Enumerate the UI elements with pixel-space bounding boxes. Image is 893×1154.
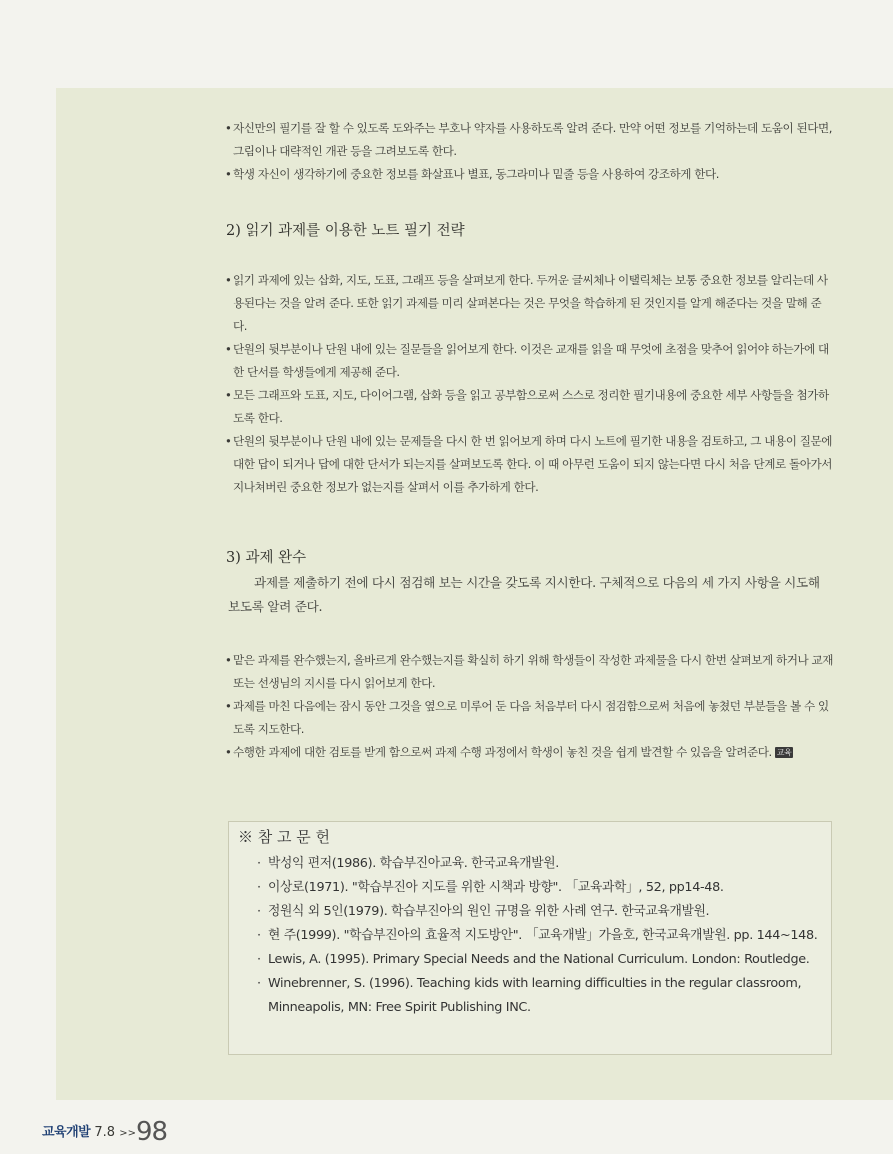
top-bullet-list (225, 117, 835, 186)
arrow-separator: >> (119, 1128, 136, 1139)
bullet-item: • 단원의 뒷부분이나 단원 내에 있는 문제들을 다시 한 번 읽어보게 하며 다시 노트에 필기한 내용을 검토하고, 그 내용이 질문에 대한 답이 되거나 답에 대한 단서가 되는지를 살펴보도록 한다. 이 때 아무런 도움이 되지 않는다면 다시 처음 단계로 돌아가서 지나쳐버린 중요한 정보가 없는지를 살펴서 이를 추가하게 한다. (225, 430, 835, 499)
reference-item: · 박성익 편저(1986). 학습부진아교육. 한국교육개발원. (257, 852, 831, 876)
issue-label: 7.8 (94, 1125, 116, 1140)
section3-intro-paragraph: 과제를 제출하기 전에 다시 점검해 보는 시간을 갖도록 지시한다. 구체적으로 다음의 세 가지 사항을 시도해 보도록 알려 준다. (228, 575, 820, 614)
section2-bullet-list (225, 269, 835, 499)
bullet-item: • 맡은 과제를 완수했는지, 올바르게 완수했는지를 확실히 하기 위해 학생들이 작성한 과제물을 다시 한번 살펴보게 하거나 교재 또는 선생님의 지시를 다시 읽어보게 한다. (225, 649, 835, 695)
end-mark-badge: 교육 (776, 748, 792, 757)
magazine-brand: 교육개발 (42, 1125, 91, 1140)
bullet-text: 수행한 과제에 대한 검토를 받게 함으로써 과제 수행 과정에서 학생이 놓친 것을 쉽게 발견할 수 있음을 알려준다. (233, 745, 772, 759)
bullet-item: • 과제를 마친 다음에는 잠시 동안 그것을 옆으로 미루어 둔 다음 처음부터 다시 점검함으로써 처음에 놓쳤던 부분들을 볼 수 있도록 지도한다. (225, 695, 835, 741)
section3-bullet-list (225, 649, 835, 764)
bullet-item: • 읽기 과제에 있는 삽화, 지도, 도표, 그래프 등을 살펴보게 한다. 두꺼운 글씨체나 이탤릭체는 보통 중요한 정보를 알리는데 사용된다는 것을 알려 준다. 또한 읽기 과제를 미리 살펴본다는 것은 무엇을 학습하게 된 것인지를 알게 해준다는 것을 말해 준다. (225, 269, 835, 338)
section-heading-task-completion: 3) 과제 완수 (226, 550, 307, 566)
references-title: ※ 참 고 문 헌 (238, 828, 331, 846)
reference-item: · 이상로(1971). "학습부진아 지도를 위한 시책과 방향". 「교육과학」, 52, pp14-48. (257, 876, 831, 900)
bullet-item: • 단원의 뒷부분이나 단원 내에 있는 질문들을 읽어보게 한다. 이것은 교재를 읽을 때 무엇에 초점을 맞추어 읽어야 하는가에 대한 단서를 학생들에게 제공해 준다. (225, 338, 835, 384)
reference-item: · Lewis, A. (1995). Primary Special Needs and the National Curriculum. London: Routledge. (257, 948, 831, 972)
page-footer (42, 1117, 167, 1147)
page-number: 98 (135, 1117, 168, 1147)
references-list (257, 852, 831, 1020)
reference-item: · 정원식 외 5인(1979). 학습부진아의 원인 규명을 위한 사례 연구. 한국교육개발원. (257, 900, 831, 924)
reference-item: · Winebrenner, S. (1996). Teaching kids with learning difficulties in the regular classroom, Minneapolis, MN: Free Spirit Publishing INC. (257, 972, 831, 1020)
bullet-item: • 학생 자신이 생각하기에 중요한 정보를 화살표나 별표, 동그라미나 밑줄 등을 사용하여 강조하게 한다. (225, 163, 835, 186)
bullet-item: • 자신만의 필기를 잘 할 수 있도록 도와주는 부호나 약자를 사용하도록 알려 준다. 만약 어떤 정보를 기억하는데 도움이 된다면, 그림이나 대략적인 개관 등을 그려보도록 한다. (225, 117, 835, 163)
bullet-item (225, 741, 835, 764)
bullet-item: • 모든 그래프와 도표, 지도, 다이어그램, 삽화 등을 읽고 공부함으로써 스스로 정리한 필기내용에 중요한 세부 사항들을 첨가하도록 한다. (225, 384, 835, 430)
reference-item: · 현 주(1999). "학습부진아의 효율적 지도방안". 「교육개발」가을호, 한국교육개발원. pp. 144~148. (257, 924, 831, 948)
section-heading-note-strategy: 2) 읽기 과제를 이용한 노트 필기 전략 (226, 223, 465, 239)
